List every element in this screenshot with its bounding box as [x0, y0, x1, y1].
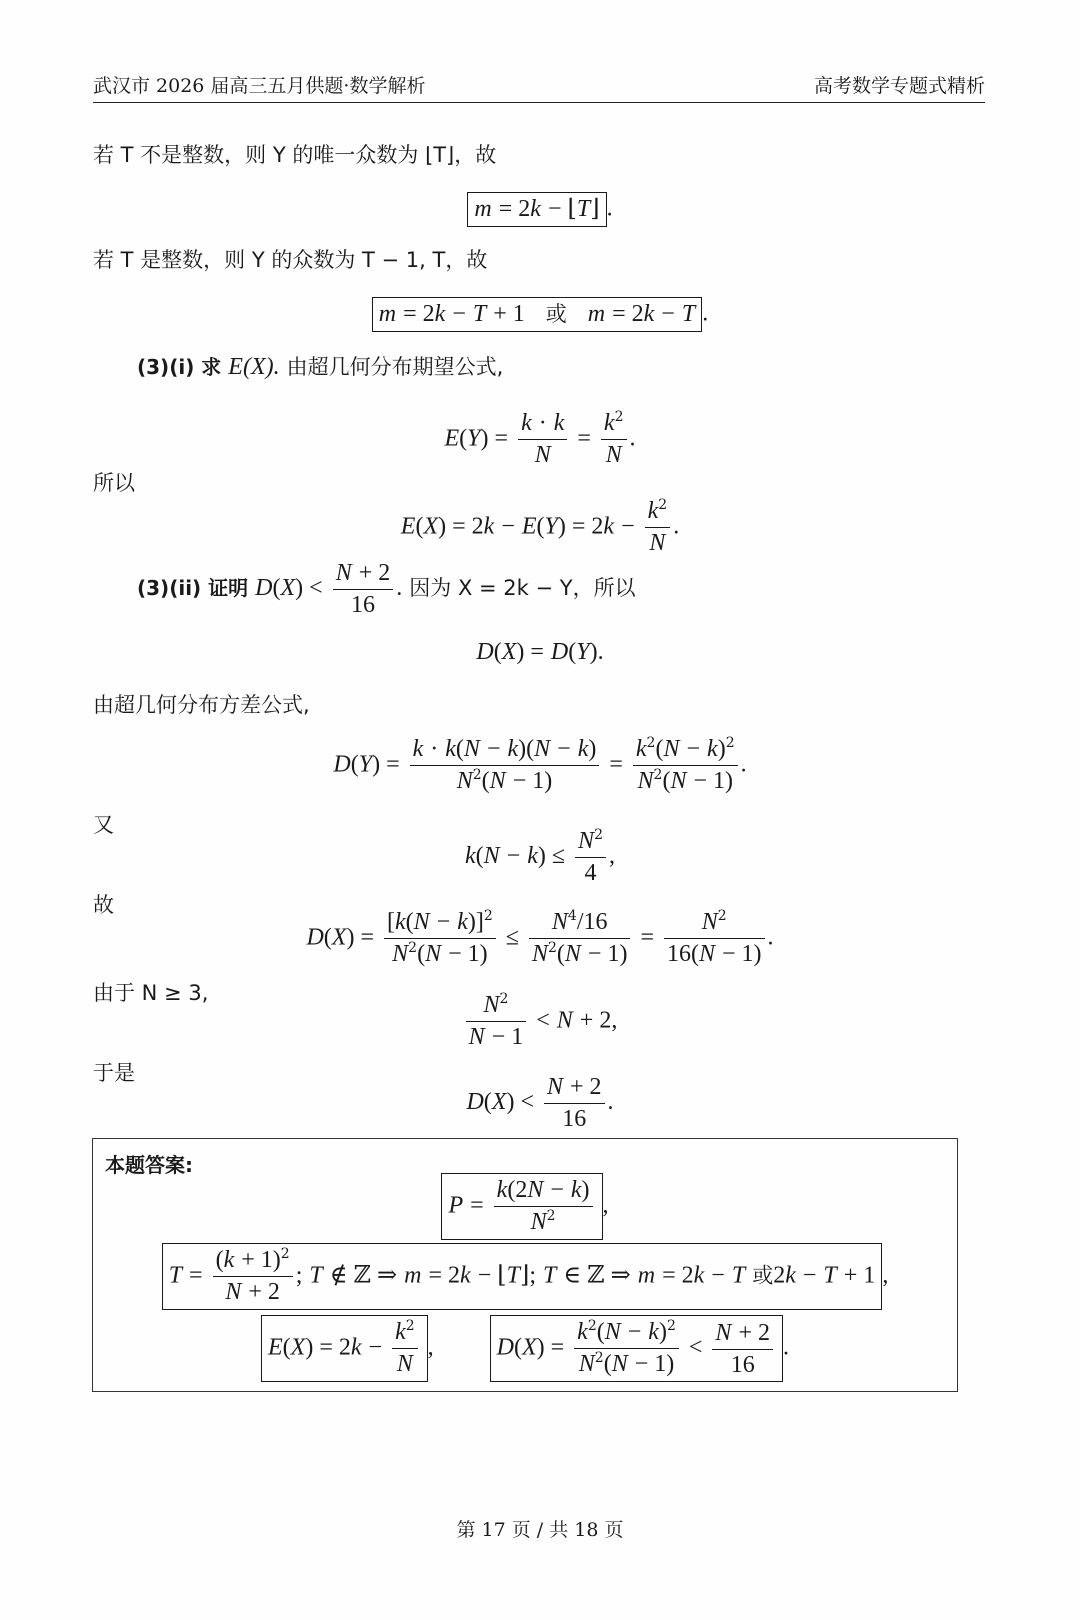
hence-line: 于是: [93, 1061, 135, 1085]
ey-formula: E(Y) = $\frac{k \cdot k}{N}$ = $\frac{k^2}{N}$ .: [444, 409, 636, 468]
so-1-line: 所以: [93, 471, 135, 495]
ex-formula: E(X) = 2k − E(Y) = 2k − $\frac{k^2}{N}$ .: [400, 497, 680, 556]
m-formula-2-box: m = 2k − T + 1 或 m = 2k − T: [372, 297, 702, 332]
part-3i-heading: (3)(i) 求: [137, 355, 222, 379]
dx-bound: D(X) = $\frac{[k(N - k)]^2}{N^2(N - 1)}$ ≤ $\frac{N^4/16}{N^2(N - 1)}$ = $\frac{N^2}{16(N - 1)}$ .: [306, 908, 774, 967]
answer-p-row: P = $\frac{k(2N - k)}{N^2}$ ,: [93, 1173, 957, 1240]
part-3i-target: E(X).: [228, 354, 280, 380]
also-line: 又: [93, 813, 114, 837]
ratio-inequality: $\frac{N^2}{N - 1}$ < N + 2,: [0, 990, 1080, 1053]
page-header: [93, 72, 985, 103]
answer-box-title: 本题答案:: [105, 1153, 193, 1177]
therefore-line: 故: [93, 893, 114, 917]
since-line: 由于 N ≥ 3,: [93, 981, 209, 1005]
amgm-inequality: k(N − k) ≤ $\frac{N^2}{4}$ ,: [465, 827, 615, 886]
t-integer-line: 若 T 是整数，则 Y 的众数为 T − 1, T，故: [93, 248, 488, 272]
m-formula-2-display: m = 2k − T + 1 或 m = 2k − T .: [0, 297, 1080, 332]
answer-t-row: T = $\frac{(k + 1)^2}{N + 2}$ ; T ∉ ℤ ⇒ m = 2k − ⌊T⌋; T ∈ ℤ ⇒ m = 2k − T 或2k − T + 1 ,: [93, 1243, 957, 1310]
answer-p-box: P = $\frac{k(2N - k)}{N^2}$: [441, 1173, 602, 1240]
dy-formula: D(Y) = $\frac{k \cdot k(N - k)(N - k)}{N^2(N - 1)}$ = $\frac{k^2(N - k)^2}{N^2(N - 1)}$ .: [333, 735, 747, 794]
part-3ii-heading: (3)(ii) 证明: [137, 576, 249, 600]
m-formula-1-display: m = 2k − ⌊T⌋ .: [0, 192, 1080, 227]
dx-final-inequality: D(X) < $\frac{N + 2}{16}$ .: [466, 1074, 614, 1132]
answer-e-d-row: E(X) = 2k − $\frac{k^2}{N}$ , D(X) = $\frac{k^2(N - k)^2}{N^2(N - 1)}$ < $\frac{N + 2}{16}$ .: [93, 1315, 957, 1382]
dx-equals-dy: D(X) = D(Y).: [476, 639, 604, 665]
page-number: 第 17 页 / 共 18 页: [456, 1519, 624, 1541]
variance-label: 由超几何分布方差公式,: [93, 693, 310, 717]
part-3i-text: 由超几何分布期望公式,: [286, 355, 504, 379]
part-3ii-line: (3)(ii) 证明 D(X) < $\frac{N + 2}{16}$ . 因为 X = 2k − Y，所以: [137, 560, 636, 618]
answer-t-box: T = $\frac{(k + 1)^2}{N + 2}$ ; T ∉ ℤ ⇒ m = 2k − ⌊T⌋; T ∈ ℤ ⇒ m = 2k − T 或2k − T + 1: [162, 1243, 883, 1310]
part-3i-line: [137, 352, 503, 383]
or-word-1: 或: [545, 302, 567, 326]
answer-d-box: D(X) = $\frac{k^2(N - k)^2}{N^2(N - 1)}$ < $\frac{N + 2}{16}$: [490, 1315, 783, 1382]
answer-e-box: E(X) = 2k − $\frac{k^2}{N}$: [261, 1315, 428, 1382]
t-not-integer-line: 若 T 不是整数，则 Y 的唯一众数为 ⌊T⌋，故: [93, 143, 497, 167]
m-formula-1-box: m = 2k − ⌊T⌋: [467, 192, 606, 227]
or-word-2: 或: [752, 1263, 774, 1288]
header-title: 武汉市 2026 届高三五月供题·数学解析: [93, 75, 426, 97]
part-3ii-text: 因为 X = 2k − Y，所以: [409, 576, 636, 600]
answer-box: [92, 1138, 958, 1392]
header-series: 高考数学专题式精析: [813, 75, 985, 97]
